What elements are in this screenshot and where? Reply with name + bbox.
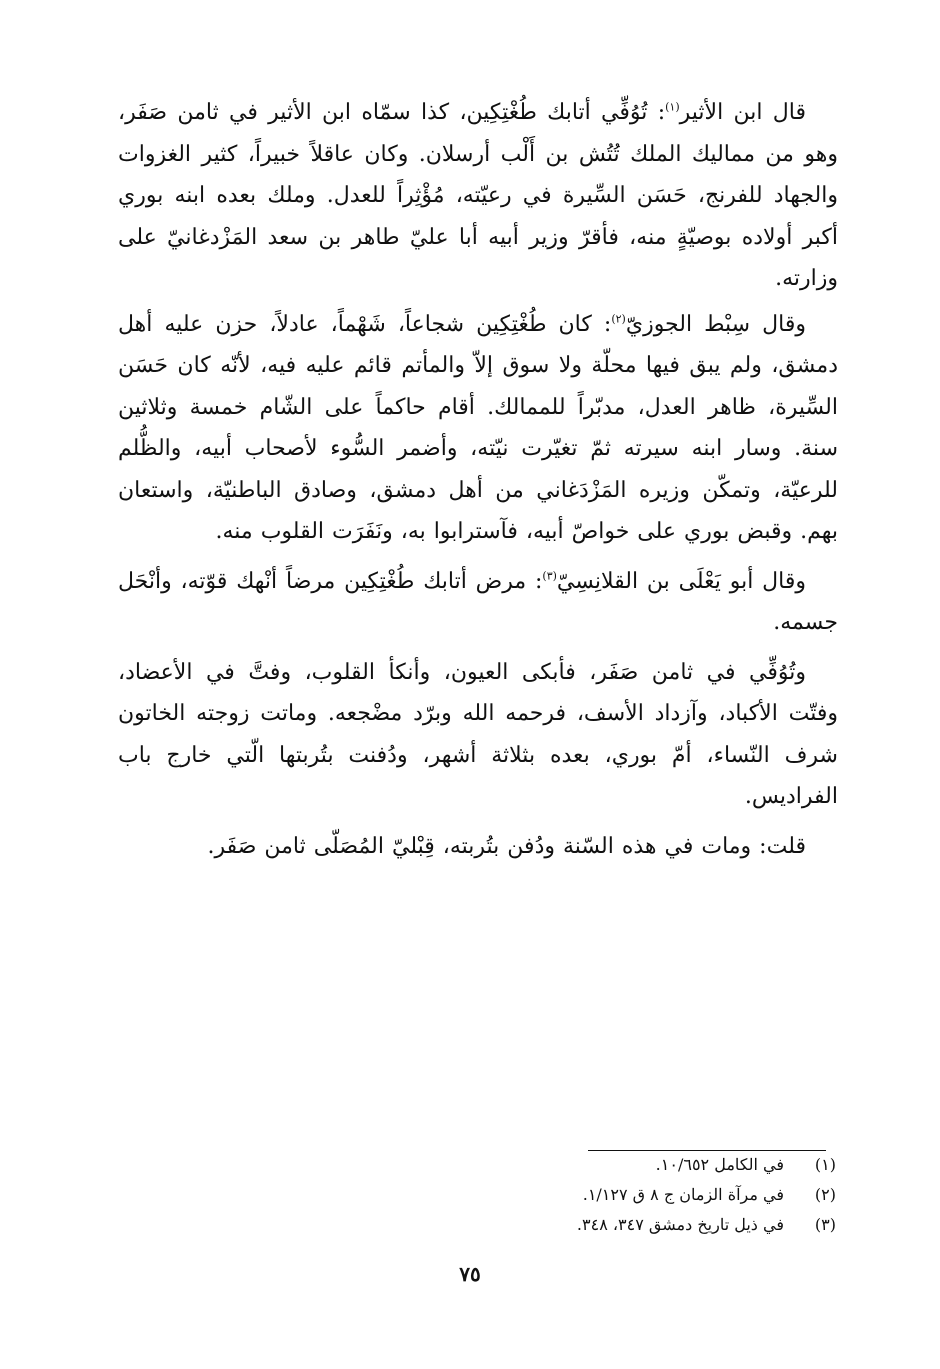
paragraph-text: قلت: ومات في هذه السّنة ودُفن بتُربته، قِبْليّ المُصَلّى ثامن صَفَر. xyxy=(207,833,806,859)
footnote-item xyxy=(416,1210,836,1240)
footnote-ref[interactable]: (١) xyxy=(665,100,680,114)
footnotes xyxy=(416,1150,836,1240)
footnote-item xyxy=(416,1180,836,1210)
footnote-number: (١) xyxy=(814,1155,836,1174)
footnote-text: في مرآة الزمان ج ٨ ق ١/١٢٧. xyxy=(582,1185,784,1204)
page-number: ٧٥ xyxy=(459,1262,481,1286)
footnote-item xyxy=(416,1150,836,1180)
paragraph-text: : مرض أتابك طُغْتِكِين مرضاً أنْهك قوّته، وأنْحَل جسمه. xyxy=(118,568,838,635)
paragraph-text: : تُوُفِّي أتابك طُغْتِكِين، كذا سمّاه ابن الأثير في ثامن صَفَر، وهو من مماليك الملك تُتُش بن أَلْب أرسلان. وكان عاقلاً خبيراً، كثير الغزوات والجهاد للفرنج، حَسَن السِّيرة في رعيّته، مُؤْثِراً للعدل. وملك بعده ابنه بوري أكبر أولاده بوصيّةٍ منه، فأقرّ وزير أبيه أبا عليّ طاهر بن سعد المَزْدغانيّ على وزارته. xyxy=(118,100,838,291)
paragraph-author-note xyxy=(118,826,838,868)
footnote-number: (٢) xyxy=(814,1185,836,1204)
paragraph-ibn-al-athir xyxy=(118,92,838,300)
footnote-number: (٣) xyxy=(814,1215,836,1234)
paragraph-sibt-al-jawzi xyxy=(118,304,838,553)
footnote-ref[interactable]: (٢) xyxy=(611,312,626,326)
footnote-text: في الكامل ١٠/٦٥٢. xyxy=(655,1155,784,1174)
paragraph-text: قال ابن الأثير xyxy=(679,100,806,125)
paragraph-text: : كان طُغْتِكِين شجاعاً، شَهْماً، عادلاً، حزن عليه أهل دمشق، ولم يبق فيها محلّة ولا سوق إلاّ والمأتم قائم عليه فيه، لأنّه كان حَسَن السِّيرة، ظاهر العدل، مدبّراً للممالك. أقام حاكماً على الشّام خمسة وثلاثين سنة. وسار ابنه سيرته ثمّ تغيّرت نيّته، وأضمر السُّوء لأصحاب أبيه، والظُّلم للرعيّة، وتمكّن وزيره المَزْدَغاني من أهل دمشق، وصادق الباطنيّة، واستعان بهم. وقبض بوري على خواصّ أبيه، فآسترابوا به، ونَفَرَت القلوب منه. xyxy=(118,311,838,544)
paragraph-ibn-al-qalanisi xyxy=(118,561,838,644)
main-text xyxy=(118,92,838,867)
footnote-text: في ذيل تاريخ دمشق ٣٤٧، ٣٤٨. xyxy=(576,1215,784,1234)
paragraph-text: وقال أبو يَعْلَى بن القلانِسِيّ xyxy=(556,568,806,594)
paragraph-text: وقال سِبْط الجوزيّ xyxy=(625,311,806,337)
footnote-ref[interactable]: (٣) xyxy=(542,569,557,583)
paragraph-death xyxy=(118,652,838,818)
paragraph-text: وتُوُفِّي في ثامن صَفَر، فأبكى العيون، وأنكأ القلوب، وفتَّ في الأعضاد، وفتّت الأكباد، وآزداد الأسف، فرحمه الله وبرّد مضْجعه. وماتت زوجته الخاتون شرف النّساء، أمّ بوري، بعده بثلاثة أشهر، ودُفنت بتُربتها الّتي خارج باب الفراديس. xyxy=(118,659,838,809)
